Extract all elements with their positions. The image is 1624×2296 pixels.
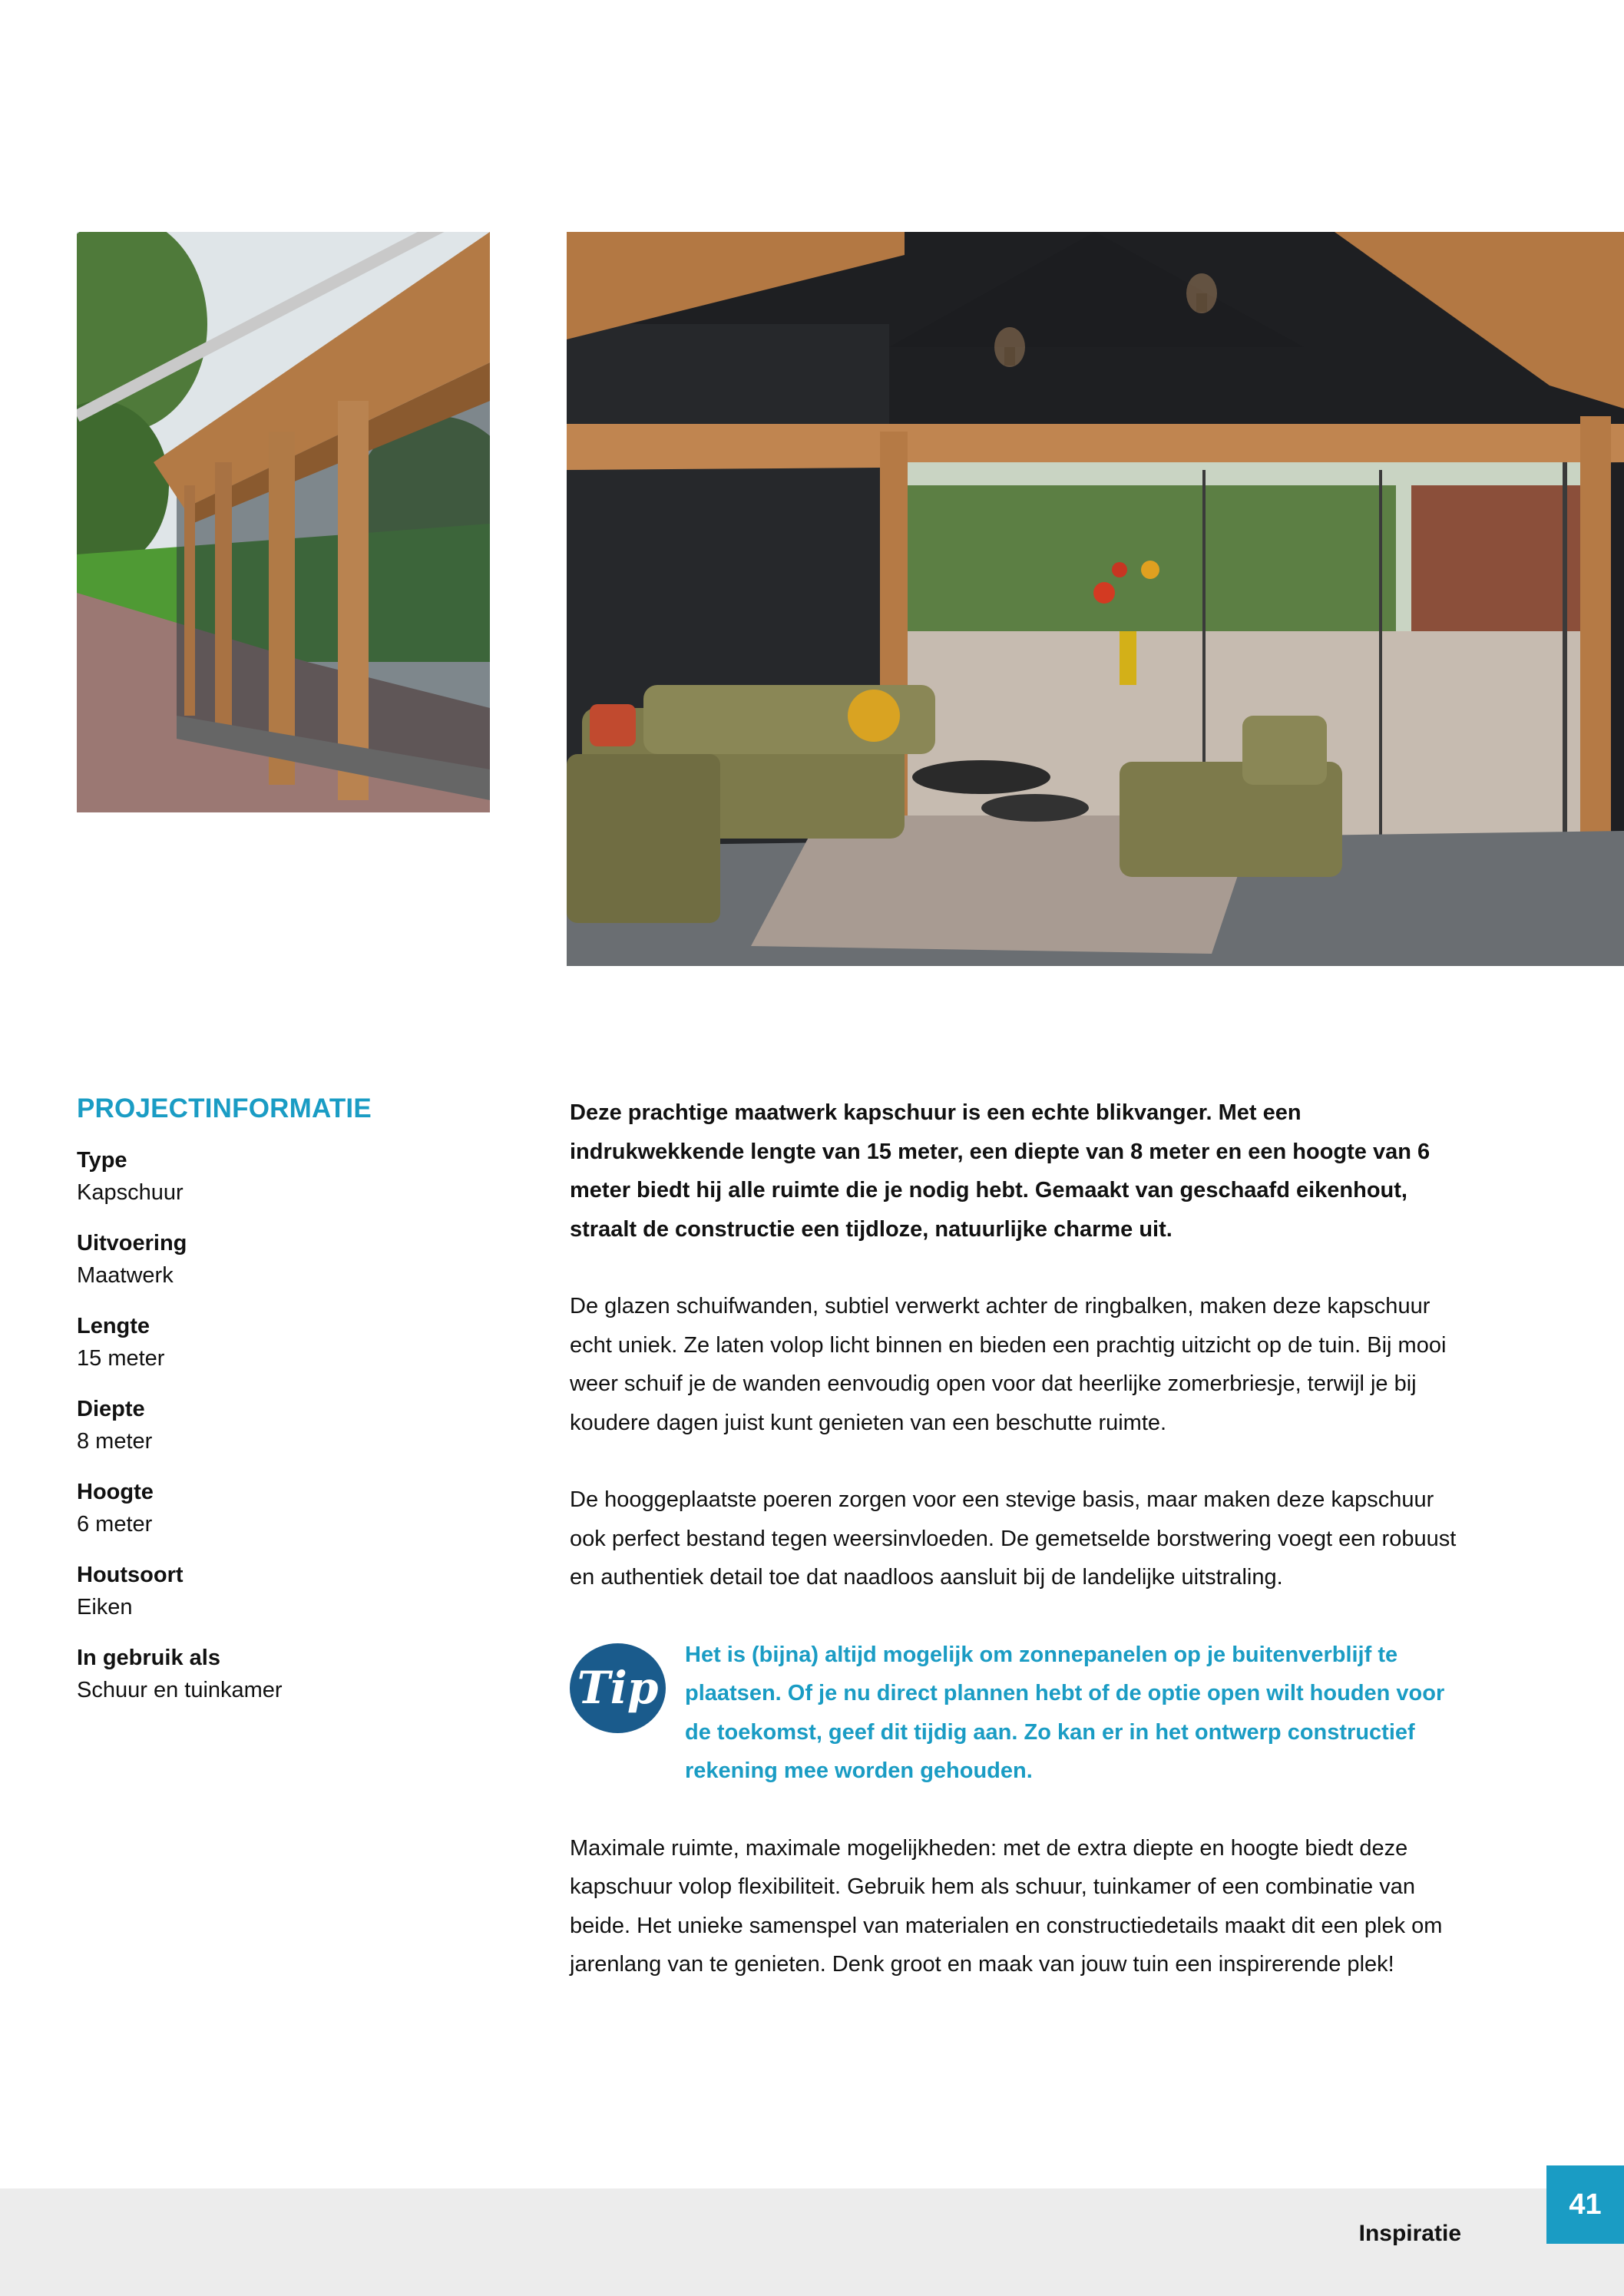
exterior-photo (77, 232, 490, 812)
project-info-panel (77, 1093, 507, 1725)
spec-value: 6 meter (77, 1512, 153, 1537)
spec-in-gebruik-als (77, 1642, 507, 1706)
spec-value: 15 meter (77, 1346, 165, 1371)
spec-label: Hoogte (77, 1480, 154, 1504)
spec-type (77, 1144, 507, 1209)
spec-value: Eiken (77, 1595, 133, 1619)
spec-label: Lengte (77, 1314, 150, 1338)
spec-label: Uitvoering (77, 1231, 187, 1256)
spec-label: In gebruik als (77, 1646, 220, 1670)
spec-value: Schuur en tuinkamer (77, 1678, 283, 1702)
body-paragraph-3: Maximale ruimte, maximale mogelijkheden: met de extra diepte en hoogte biedt deze kapschuur volop flexibiliteit. Gebruik hem als schuur, tuinkamer of een combinatie van beide. Het unieke samenspel van materialen en constructiedetails maakt dit een plek om jarenlang van te genieten. Denk groot en maak van jouw tuin een inspirerende plek! (570, 1835, 1443, 1977)
article-body (570, 1093, 1476, 2023)
spec-label: Type (77, 1148, 127, 1173)
interior-photo (567, 232, 1624, 966)
spec-value: Kapschuur (77, 1180, 184, 1205)
tip-text: Het is (bijna) altijd mogelijk om zonnepanelen op je buitenverblijf te plaatsen. Of je nu direct plannen hebt of de optie open wilt houden voor de toekomst, geef dit tijdig aan. Zo kan er in het ontwerp constructief rekening mee worden gehouden. (685, 1642, 1445, 1783)
tip-badge-icon: Tip (570, 1643, 666, 1733)
page-number: 41 (1546, 2165, 1624, 2244)
intro-paragraph: Deze prachtige maatwerk kapschuur is een echte blikvanger. Met een indrukwekkende lengte van 15 meter, een diepte van 8 meter en een hoogte van 6 meter biedt hij alle ruimte die je nodig hebt. Gemaakt van geschaafd eikenhout, straalt de constructie een tijdloze, natuurlijke charme uit. (570, 1100, 1431, 1242)
spec-value: Maatwerk (77, 1263, 174, 1288)
spec-diepte (77, 1393, 507, 1457)
spec-label: Diepte (77, 1397, 145, 1421)
body-paragraph-2: De hooggeplaatste poeren zorgen voor een stevige basis, maar maken deze kapschuur ook perfect bestand tegen weersinvloeden. De gemetselde borstwering voegt een robuust en authentiek detail toe dat naadloos aansluit bij de landelijke uitstraling. (570, 1487, 1457, 1590)
section-title: Inspiratie (1358, 2221, 1461, 2246)
spec-uitvoering (77, 1227, 507, 1292)
spec-houtsoort (77, 1559, 507, 1623)
spec-label: Houtsoort (77, 1563, 184, 1587)
spec-hoogte (77, 1476, 507, 1540)
body-paragraph-1: De glazen schuifwanden, subtiel verwerkt achter de ringbalken, maken deze kapschuur echt uniek. Ze laten volop licht binnen en bieden een prachtig uitzicht op de tuin. Bij mooi weer schuif je de wanden eenvoudig open voor dat heerlijke zomerbriesje, terwijl je bij koudere dagen juist kunt genieten van een beschutte ruimte. (570, 1294, 1447, 1435)
spec-value: 8 meter (77, 1429, 153, 1454)
tip-box (570, 1636, 1476, 1791)
project-info-heading: PROJECTINFORMATIE (77, 1093, 372, 1123)
spec-lengte (77, 1310, 507, 1375)
page-footer (0, 2188, 1624, 2296)
